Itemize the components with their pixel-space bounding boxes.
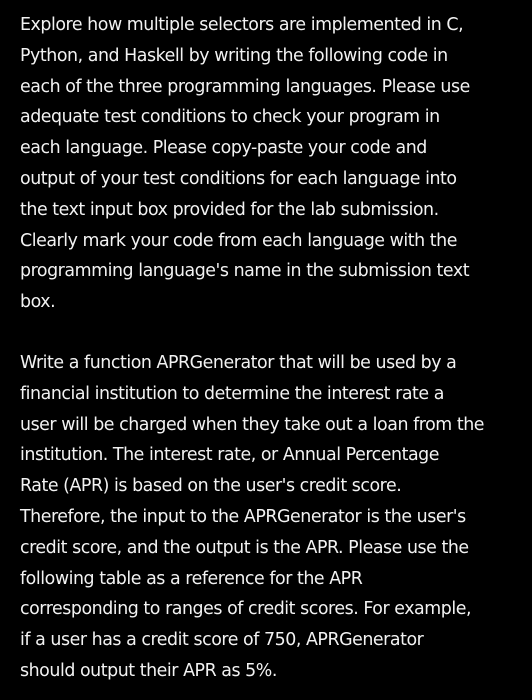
text-line: Clearly mark your code from each language with the [20, 230, 458, 251]
text-line: box. [20, 292, 56, 313]
text-line: Python, and Haskell by writing the following code in [20, 45, 448, 66]
text-line: each of the three programming languages. Please use [20, 76, 470, 97]
text-line: Therefore, the input to the APRGenerator is the user's [20, 506, 466, 527]
instructions-paragraph [20, 10, 518, 318]
text-line: Explore how multiple selectors are implemented in C, [20, 15, 464, 35]
text-line: corresponding to ranges of credit scores. For example, [20, 599, 472, 620]
apr-generator-paragraph [20, 348, 518, 687]
text-line: the text input box provided for the lab submission. [20, 199, 439, 220]
text-line: if a user has a credit score of 750, APRGenerator [20, 630, 424, 651]
text-line: programming language's name in the submission text [20, 261, 470, 282]
text-line: institution. The interest rate, or Annual Percentage [20, 445, 439, 466]
text-line: Write a function APRGenerator that will be used by a [20, 352, 457, 373]
text-line: credit score, and the output is the APR. Please use the [20, 537, 469, 558]
text-line: should output their APR as 5%. [20, 660, 277, 681]
text-line: adequate test conditions to check your program in [20, 107, 440, 128]
text-line: user will be charged when they take out a loan from the [20, 414, 485, 435]
text-line: following table as a reference for the APR [20, 568, 363, 589]
text-line: each language. Please copy-paste your code and [20, 138, 427, 159]
text-line: financial institution to determine the interest rate a [20, 383, 444, 404]
text-line: output of your test conditions for each language into [20, 168, 457, 189]
text-line: Rate (APR) is based on the user's credit score. [20, 476, 402, 497]
